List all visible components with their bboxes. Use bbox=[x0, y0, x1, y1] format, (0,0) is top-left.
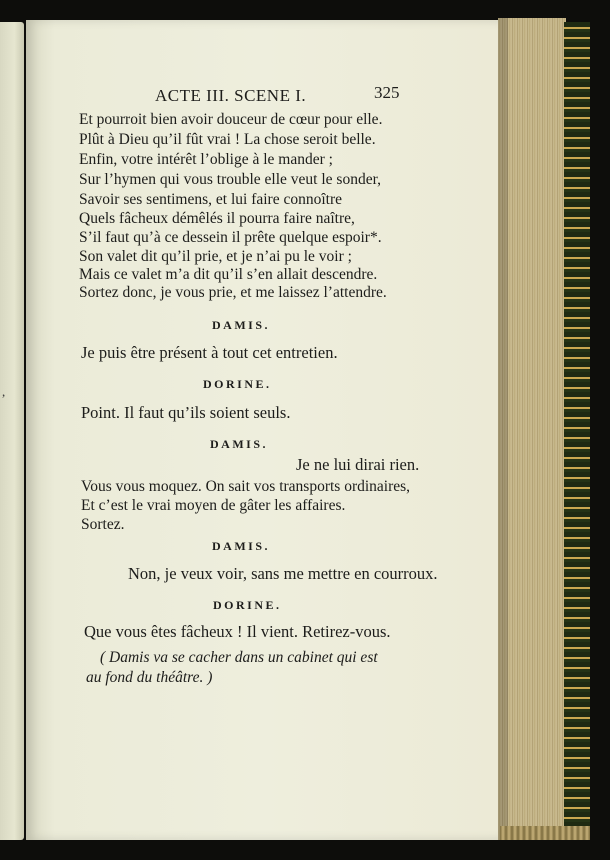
verse-line: S’il faut qu’à ce dessein il prête quelque espoir*. bbox=[79, 229, 382, 246]
verse-line: Savoir ses sentimens, et lui faire connoître bbox=[79, 191, 343, 208]
verse-line: Plût à Dieu qu’il fût vrai ! La chose seroit belle. bbox=[79, 131, 376, 148]
running-head: ACTE III. SCENE I. bbox=[155, 86, 307, 105]
speaker-name: DAMIS. bbox=[212, 318, 271, 332]
dialogue-line: Non, je veux voir, sans me mettre en courroux. bbox=[128, 564, 438, 583]
verse-line: Quels fâcheux démêlés il pourra faire naître, bbox=[79, 210, 355, 227]
dialogue-line: Vous vous moquez. On sait vos transports ordinaires, bbox=[81, 478, 411, 495]
dialogue-line: Sortez. bbox=[81, 516, 125, 533]
facing-page-edge bbox=[0, 22, 24, 840]
book-spine bbox=[564, 22, 590, 838]
verse-line: Son valet dit qu’il prie, et je n’ai pu le voir ; bbox=[79, 248, 352, 265]
stage-direction: au fond du théâtre. ) bbox=[86, 669, 213, 686]
dialogue-line: Que vous êtes fâcheux ! Il vient. Retirez-vous. bbox=[84, 622, 391, 641]
verse-line: Enfin, votre intérêt l’oblige à le mander ; bbox=[79, 151, 333, 168]
dialogue-line: Je ne lui dirai rien. bbox=[296, 455, 420, 474]
speaker-name: DAMIS. bbox=[210, 437, 269, 451]
page-block-edge bbox=[498, 18, 566, 840]
verse-line: Mais ce valet m’a dit qu’il s’en allait descendre. bbox=[79, 266, 378, 283]
verse-line: Et pourroit bien avoir douceur de cœur pour elle. bbox=[79, 111, 383, 128]
speaker-name: DAMIS. bbox=[212, 539, 271, 553]
verse-line: Sur l’hymen qui vous trouble elle veut le sonder, bbox=[79, 171, 382, 188]
margin-mark: , bbox=[2, 384, 6, 399]
speaker-name: DORINE. bbox=[203, 377, 272, 391]
gutter-shadow bbox=[498, 18, 508, 840]
dialogue-line: Point. Il faut qu’ils soient seuls. bbox=[81, 403, 291, 422]
dialogue-line: Et c’est le vrai moyen de gâter les affaires. bbox=[81, 497, 346, 514]
speaker-name: DORINE. bbox=[213, 598, 282, 612]
book-bottom-edge bbox=[500, 826, 590, 840]
dialogue-line: Je puis être présent à tout cet entretien. bbox=[81, 343, 338, 362]
verse-line: Sortez donc, je vous prie, et me laissez l’attendre. bbox=[79, 284, 387, 301]
page-number: 325 bbox=[374, 83, 400, 102]
stage-direction: ( Damis va se cacher dans un cabinet qui est bbox=[100, 649, 378, 666]
